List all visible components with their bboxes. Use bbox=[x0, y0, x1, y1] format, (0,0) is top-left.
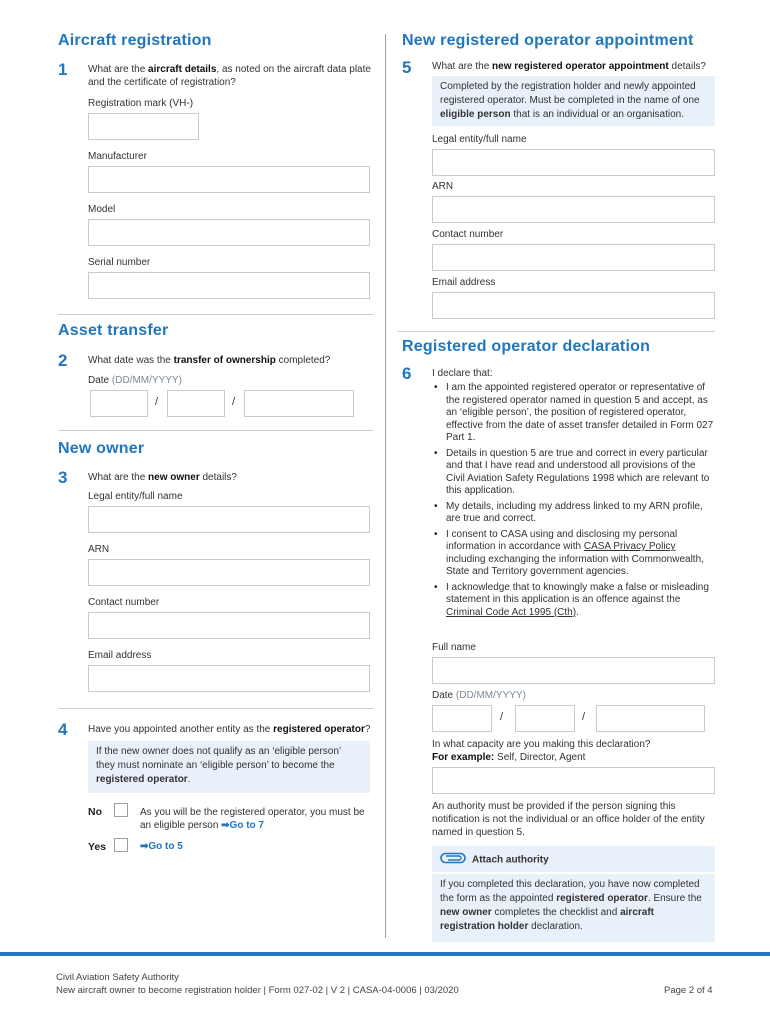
declaration-item: • My details, including my address linked to my ARN profile, are true and correct. bbox=[432, 501, 715, 526]
yes-checkbox[interactable] bbox=[114, 838, 128, 852]
declarant-full-name-label: Full name bbox=[432, 642, 476, 653]
owner-email-input[interactable] bbox=[88, 665, 370, 692]
model-input[interactable] bbox=[88, 219, 370, 246]
operator-contact-label: Contact number bbox=[432, 229, 504, 240]
date-separator: / bbox=[155, 396, 159, 408]
operator-email-input[interactable] bbox=[432, 292, 715, 319]
question-2-text: What date was the transfer of ownership completed? bbox=[88, 355, 331, 366]
column-divider bbox=[385, 34, 386, 938]
heading-aircraft-registration: Aircraft registration bbox=[58, 32, 212, 49]
question-number-5: 5 bbox=[402, 58, 412, 77]
footer-form-reference: New aircraft owner to become registration holder | Form 027-02 | V 2 | CASA-04-0006 | 03/2020 bbox=[56, 985, 459, 996]
manufacturer-input[interactable] bbox=[88, 166, 370, 193]
go-to-5-link[interactable]: ➡Go to 5 bbox=[140, 841, 183, 852]
question-4-text: Have you appointed another entity as the registered operator? bbox=[88, 724, 371, 735]
heading-registered-operator-declaration: Registered operator declaration bbox=[402, 338, 651, 355]
capacity-input[interactable] bbox=[432, 767, 715, 794]
owner-contact-input[interactable] bbox=[88, 612, 370, 639]
date-label: Date (DD/MM/YYYY) bbox=[88, 375, 182, 386]
transfer-date-month-input[interactable] bbox=[167, 390, 225, 417]
owner-legal-name-input[interactable] bbox=[88, 506, 370, 533]
yes-option-text bbox=[140, 840, 183, 853]
section-divider bbox=[58, 430, 373, 431]
heading-new-owner: New owner bbox=[58, 440, 145, 457]
owner-legal-name-label: Legal entity/full name bbox=[88, 491, 183, 502]
date-separator: / bbox=[232, 396, 236, 408]
paperclip-icon bbox=[440, 852, 466, 869]
section-divider bbox=[398, 331, 715, 332]
operator-legal-name-label: Legal entity/full name bbox=[432, 134, 527, 145]
declaration-date-day-input[interactable] bbox=[432, 705, 492, 732]
declaration-item: • I am the appointed registered operator or representative of the registered operator named in question 5 and accept, as an ‘eligible person’, the position of registered operator, effective from the date of asset transfer detailed in Form 027 Part 1. bbox=[432, 382, 715, 445]
attach-authority-label: Attach authority bbox=[472, 854, 549, 866]
operator-arn-label: ARN bbox=[432, 181, 454, 192]
date-separator: / bbox=[582, 711, 586, 723]
question-number-3: 3 bbox=[58, 468, 68, 487]
question-6-text: I declare that: bbox=[432, 368, 493, 379]
question-number-6: 6 bbox=[402, 364, 412, 383]
footer-accent-bar bbox=[0, 952, 770, 956]
declaration-item: • Details in question 5 are true and correct in every particular and that I have read and understood all provisions of the Civil Aviation Safety Regulations 1998 which are relevant to this application. bbox=[432, 448, 715, 498]
completion-note: If you completed this declaration, you have now completed the form as the appointed registered operator. Ensure the new owner completes the checklist and aircraft registration holder declaration. bbox=[432, 874, 715, 942]
heading-asset-transfer: Asset transfer bbox=[58, 322, 169, 339]
heading-new-registered-operator: New registered operator appointment bbox=[402, 32, 694, 49]
question-1-text: What are the aircraft details, as noted on the aircraft data plate and the certificate of registration? bbox=[88, 64, 371, 88]
serial-number-input[interactable] bbox=[88, 272, 370, 299]
declaration-item: • I acknowledge that to knowingly make a false or misleading statement in this application is an offence against the Criminal Code Act 1995 (Cth). bbox=[432, 582, 715, 620]
transfer-date-year-input[interactable] bbox=[244, 390, 354, 417]
question-number-2: 2 bbox=[58, 351, 68, 370]
question-3-text: What are the new owner details? bbox=[88, 472, 237, 483]
declaration-item: • I consent to CASA using and disclosing my personal information in accordance with CASA Privacy Policy including exchanging the information with Commonwealth, State and Territory government agencies. bbox=[432, 529, 715, 579]
manufacturer-label: Manufacturer bbox=[88, 151, 147, 162]
transfer-date-day-input[interactable] bbox=[90, 390, 148, 417]
footer-organisation: Civil Aviation Safety Authority bbox=[56, 972, 179, 983]
attach-authority-bar[interactable] bbox=[432, 846, 715, 872]
casa-privacy-policy-link[interactable]: CASA Privacy Policy bbox=[583, 541, 676, 552]
operator-contact-input[interactable] bbox=[432, 244, 715, 271]
operator-arn-input[interactable] bbox=[432, 196, 715, 223]
section-divider bbox=[58, 708, 373, 709]
owner-arn-label: ARN bbox=[88, 544, 110, 555]
question-5-text: What are the new registered operator appointment details? bbox=[432, 61, 706, 72]
go-to-7-link[interactable]: ➡Go to 7 bbox=[221, 820, 264, 831]
operator-legal-name-input[interactable] bbox=[432, 149, 715, 176]
footer-page-number: Page 2 of 4 bbox=[664, 985, 713, 996]
yes-option-label: Yes bbox=[88, 841, 107, 853]
authority-note: An authority must be provided if the person signing this notification is not the individual or an office holder of the entity named in question 5. bbox=[432, 801, 705, 838]
registration-mark-label: Registration mark (VH-) bbox=[88, 98, 194, 109]
registration-mark-input[interactable] bbox=[88, 113, 199, 140]
declarant-full-name-input[interactable] bbox=[432, 657, 715, 684]
declaration-list bbox=[432, 382, 715, 622]
declaration-date-year-input[interactable] bbox=[596, 705, 705, 732]
q4-info-note: If the new owner does not qualify as an ‘eligible person’ they must nominate an ‘eligible person’ to become the registered operator. bbox=[88, 741, 370, 793]
capacity-question: In what capacity are you making this declaration? For example: Self, Director, Agent bbox=[432, 739, 651, 763]
date-separator: / bbox=[500, 711, 504, 723]
declaration-date-label: Date (DD/MM/YYYY) bbox=[432, 690, 526, 701]
model-label: Model bbox=[88, 204, 116, 215]
serial-number-label: Serial number bbox=[88, 257, 151, 268]
criminal-code-act-link[interactable]: Criminal Code Act 1995 (Cth) bbox=[446, 606, 577, 618]
question-number-4: 4 bbox=[58, 720, 68, 739]
declaration-date-month-input[interactable] bbox=[515, 705, 575, 732]
no-option-label: No bbox=[88, 806, 102, 818]
owner-contact-label: Contact number bbox=[88, 597, 160, 608]
q5-info-note: Completed by the registration holder and newly appointed registered operator. Must be completed in the name of one eligible person that is an individual or an organisation. bbox=[432, 76, 715, 126]
question-number-1: 1 bbox=[58, 60, 68, 79]
no-checkbox[interactable] bbox=[114, 803, 128, 817]
section-divider bbox=[58, 314, 373, 315]
no-option-text: As you will be the registered operator, you must be an eligible person ➡Go to 7 bbox=[140, 807, 365, 831]
operator-email-label: Email address bbox=[432, 277, 496, 288]
owner-email-label: Email address bbox=[88, 650, 152, 661]
owner-arn-input[interactable] bbox=[88, 559, 370, 586]
